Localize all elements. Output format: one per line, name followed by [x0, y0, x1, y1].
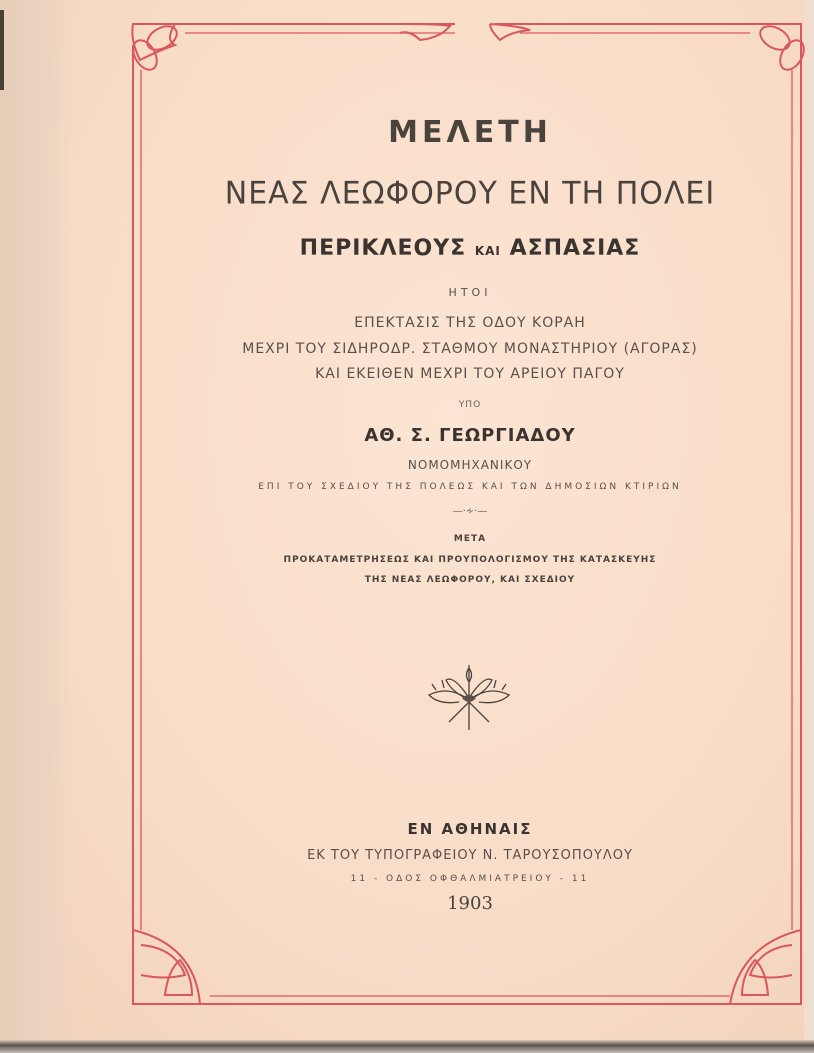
names-conjunction: ΚΑΙ: [474, 244, 501, 258]
description-line: ΜΕΧΡΙ ΤΟΥ ΣΙΔΗΡΟΔΡ. ΣΤΑΘΜΟΥ ΜΟΝΑΣΤΗΡΙΟΥ (ΑΓΟΡΑΣ): [242, 341, 698, 357]
meta-label: ΜΕΤΑ: [453, 534, 487, 544]
divider-ornament: —·∻·—: [452, 506, 488, 517]
printer-address: 11 - ΟΔΟΣ ΟΦΘΑΛΜΙΑΤΡΕΙΟΥ - 11: [350, 874, 590, 884]
document-title: ΜΕΛΕΤΗ: [388, 115, 552, 150]
publication-year: 1903: [447, 893, 493, 914]
author-office: ΕΠΙ ΤΟΥ ΣΧΕΔΙΟΥ ΤΗΣ ΠΟΛΕΩΣ ΚΑΙ ΤΩΝ ΔΗΜΟΣΙΩΝ ΚΤΙΡΙΩΝ: [258, 482, 682, 492]
names-right: ΑΣΠΑΣΙΑΣ: [509, 236, 641, 261]
htoi-label: ΗΤΟΙ: [448, 286, 492, 299]
floral-ornament-icon: [424, 660, 514, 735]
author-name: ΑΘ. Σ. ΓΕΩΡΓΙΑΔΟΥ: [364, 425, 576, 446]
names-line: [140, 236, 800, 261]
document-subtitle: ΝΕΑΣ ΛΕΩΦΟΡΟΥ ΕΝ ΤΗ ΠΟΛΕΙ: [224, 175, 716, 212]
extras-line: ΤΗΣ ΝΕΑΣ ΛΕΩΦΟΡΟΥ, ΚΑΙ ΣΧΕΔΙΟΥ: [364, 575, 576, 585]
by-label: ΥΠΟ: [458, 400, 482, 410]
printer-name: ΕΚ ΤΟΥ ΤΥΠΟΓΡΑΦΕΙΟΥ Ν. ΤΑΡΟΥΣΟΠΟΥΛΟΥ: [307, 848, 633, 863]
publication-place: ΕΝ ΑΘΗΝΑΙΣ: [407, 820, 533, 838]
names-left: ΠΕΡΙΚΛΕΟΥΣ: [299, 236, 467, 261]
author-role: ΝΟΜΟΜΗΧΑΝΙΚΟΥ: [407, 458, 533, 472]
extras-line: ΠΡΟΚΑΤΑΜΕΤΡΗΣΕΩΣ ΚΑΙ ΠΡΟΥΠΟΛΟΓΙΣΜΟΥ ΤΗΣ ΚΑΤΑΣΚΕΥΗΣ: [283, 555, 657, 565]
description-line: ΚΑΙ ΕΚΕΙΘΕΝ ΜΕΧΡΙ ΤΟΥ ΑΡΕΙΟΥ ΠΑΓΟΥ: [315, 366, 625, 382]
description-line: ΕΠΕΚΤΑΣΙΣ ΤΗΣ ΟΔΟΥ ΚΟΡΑΗ: [354, 315, 586, 331]
